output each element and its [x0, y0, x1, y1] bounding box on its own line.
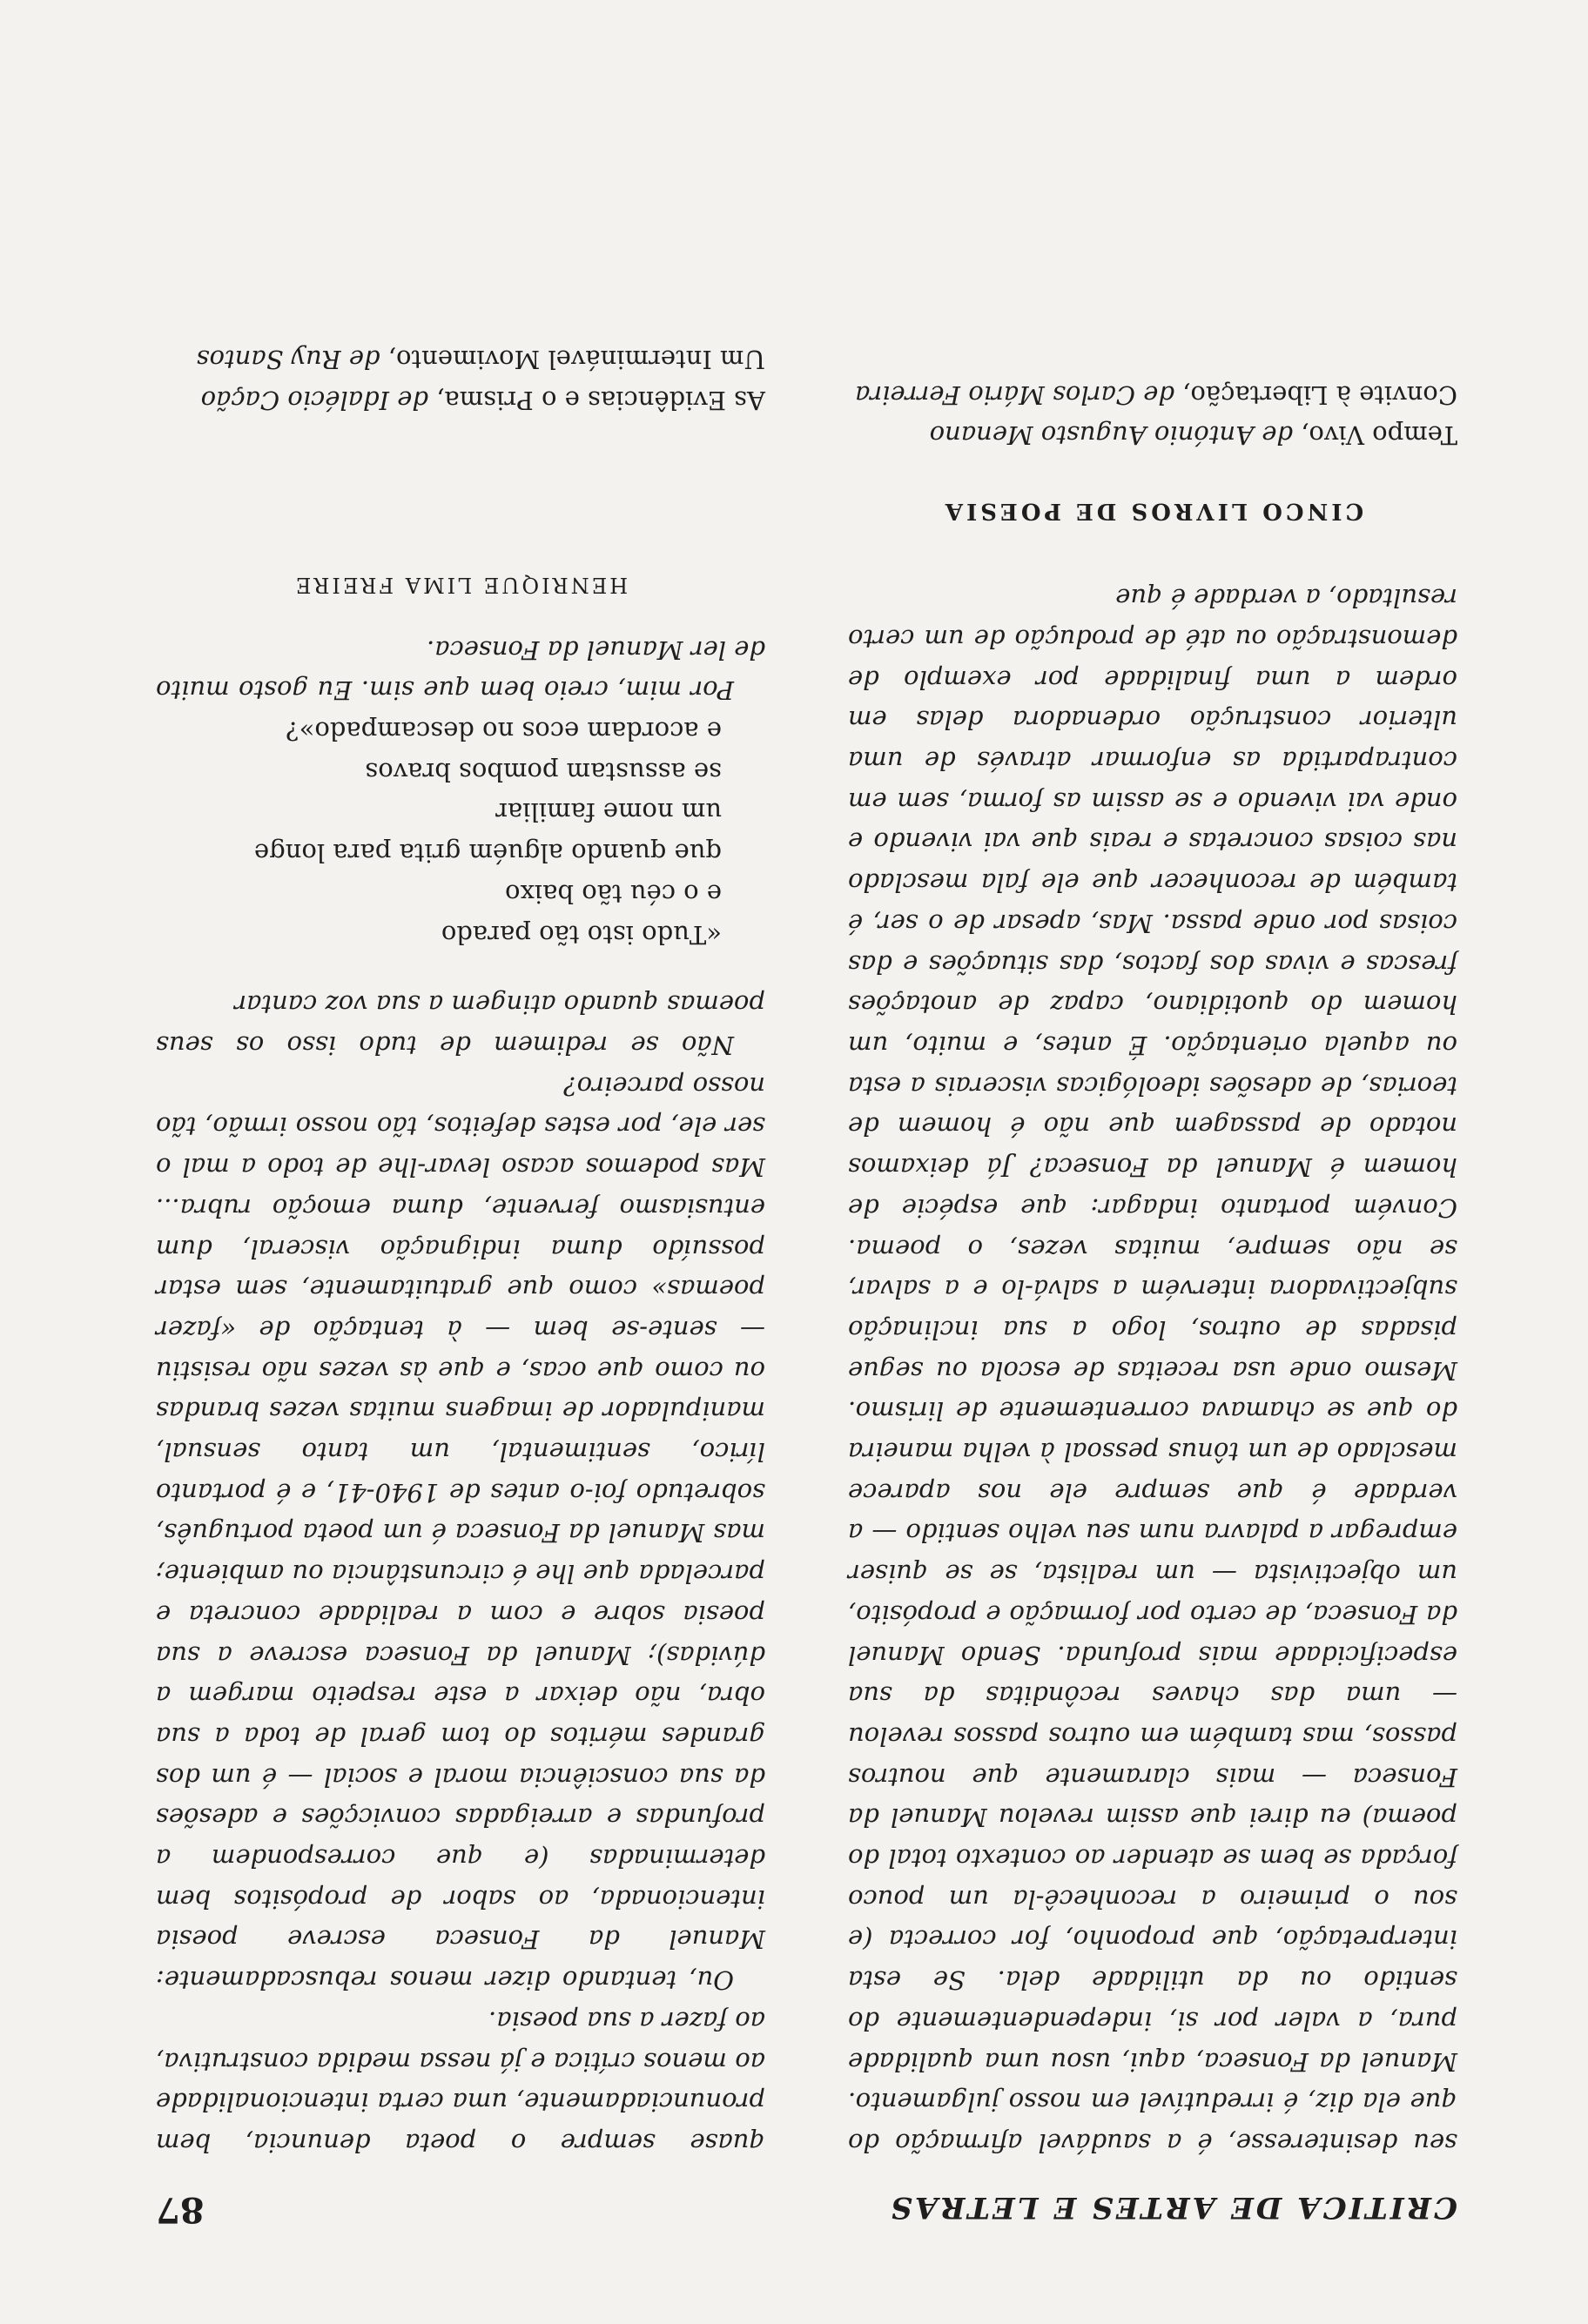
book-list: [156, 339, 765, 420]
article-paragraph: seu desinteresse, é a saudável afirmação do que ela diz, é irredutível em nosso julgamento. Manuel da Fonseca, aqui, usou uma qualidade pura, a valer por si, independentemente do sentido ou da utilidade dela. Se esta interpretação, que proponho, for correcta (e sou o primeiro a reconhecê-la um pouco forçada se bem se atender ao contexto total do poema) eu direi que assim revelou Manuel da Fonseca — mais claramente que noutros passos, mas também em outros passos revelou — uma das chaves recônditas da sua especificidade mais profunda. Sendo Manuel da Fonseca, de certo por formação e propósito, um objectivista — um realista, se se quiser empregar a palavra num seu velho sentido — a verdade é que sempre ele nos aparece mesclado de um tônus pessoal à velha maneira do que se chamava correntemente de lirismo. Mesmo onde usa receitas de escola ou segue pisadas de outros, logo a sua inclinação subjectivadora intervém a salvá-lo e a salvar, se não sempre, muitas vezes, o poema. Convém portanto indagar: que espécie de homem é Manuel da Fonseca? Já deixamos notado de passagem que não é homem de teorias, de adesões ideológicas viscerais a esta ou aquela orientação. É antes, e muito, um homem do quotidiano, capaz de anotações frescas e vivas dos factos, das situações e das coisas por onde passa. Mas, apesar de o ser, é também de reconhecer que ele fala mesclado nas coisas concretas e reais que vai vivendo e onde vai vivendo e se assim as forma, sem em contrapartida as enformar através de uma ulterior construção ordenadora delas em ordem a uma finalidade por exemplo de demonstração ou até de produção de um certo resultado, a verdade é que: [848, 583, 1457, 2158]
right-column: [156, 564, 765, 2163]
left-column: [848, 578, 1457, 2163]
poem-line: e acordam ecos no descampado»?: [286, 716, 722, 747]
poem-line: e o céu tão baixo: [505, 878, 722, 909]
page-number: 87: [156, 2189, 205, 2230]
book-title: Tempo Vivo,: [1301, 420, 1457, 451]
page-header: [156, 2189, 1457, 2230]
book-entry: [848, 415, 1457, 456]
books-section-continued: [156, 339, 765, 455]
book-author: de Idalécio Cação: [200, 386, 437, 415]
book-author: de António Augusto Menano: [929, 420, 1302, 451]
poem-quote: [156, 710, 722, 954]
book-list: [848, 374, 1457, 455]
article-paragraph: Ou, tentando dizer menos rebuscadamente: Manuel da Fonseca escreve poesia intencionada, ao sabor de propósitos bem determinadas (e que correspondem a profundas e arreigadas convicções e adesões da sua consciência moral e social — é um dos grandes méritos do tom geral de toda a sua obra, não deixar a este respeito margem a dúvidas); Manuel da Fonseca escreve a sua poesia sobre e com a realidade concreta e parcelada que lhe é circunstância ou ambiente; mas Manuel da Fonseca é um poeta português, sobretudo foi-o antes de 1940-41, e é portanto lírico, sentimental, um tanto sensual, manipulador de imagens muitas vezes brandas ou como que ocas, e que às vezes não resistiu — sente-se bem — à tentação de «fazer poemas» como que gratuitamente, sem estar possuído duma indignação visceral, dum entusiasmo fervente, duma emoção rubra... Mas podemos acaso levar-lhe de todo a mal o ser ele, por estes defeitos, tão nosso irmão, tão nosso parceiro?: [156, 1071, 765, 1996]
poem-line: se assustam pombos bravos: [365, 756, 722, 787]
book-author: de Ruy Santos: [196, 345, 388, 375]
book-entry: [848, 374, 1457, 415]
author-signature: HENRIQUE LIMA FREIRE: [293, 572, 629, 597]
poem-line: «Tudo isto tão parado: [441, 919, 722, 950]
running-head: CRITICA DE ARTES E LETRAS: [888, 2190, 1457, 2225]
book-title: Um Interminável Movimento,: [387, 345, 765, 375]
book-entry: [156, 339, 765, 380]
book-title: Convite à Libertação,: [1182, 379, 1457, 410]
poem-line: que quando alguém grita para longe: [254, 838, 722, 869]
article-paragraph: Não se redimem de tudo isso os seus poemas quando atingem a sua voz cantar: [156, 990, 765, 1061]
book-author: de Carlos Mário Ferreira: [855, 379, 1183, 410]
book-entry: [156, 379, 765, 420]
closing-paragraph: Por mim, creio bem que sim. Eu gosto muito de ler Manuel da Fonseca.: [156, 635, 765, 706]
section-title: CINCO LIVROS DE POESIA: [941, 498, 1364, 524]
books-section: [848, 374, 1457, 578]
article-paragraph: quase sempre o poeta denuncia, bem pronunciadamente, uma certa intencionalidade ao menos crítica e já nessa medida construtiva, ao fazer a sua poesia.: [156, 2005, 765, 2158]
book-title: As Evidências e o Prisma,: [436, 386, 765, 415]
poem-line: um nome familiar: [495, 797, 722, 828]
